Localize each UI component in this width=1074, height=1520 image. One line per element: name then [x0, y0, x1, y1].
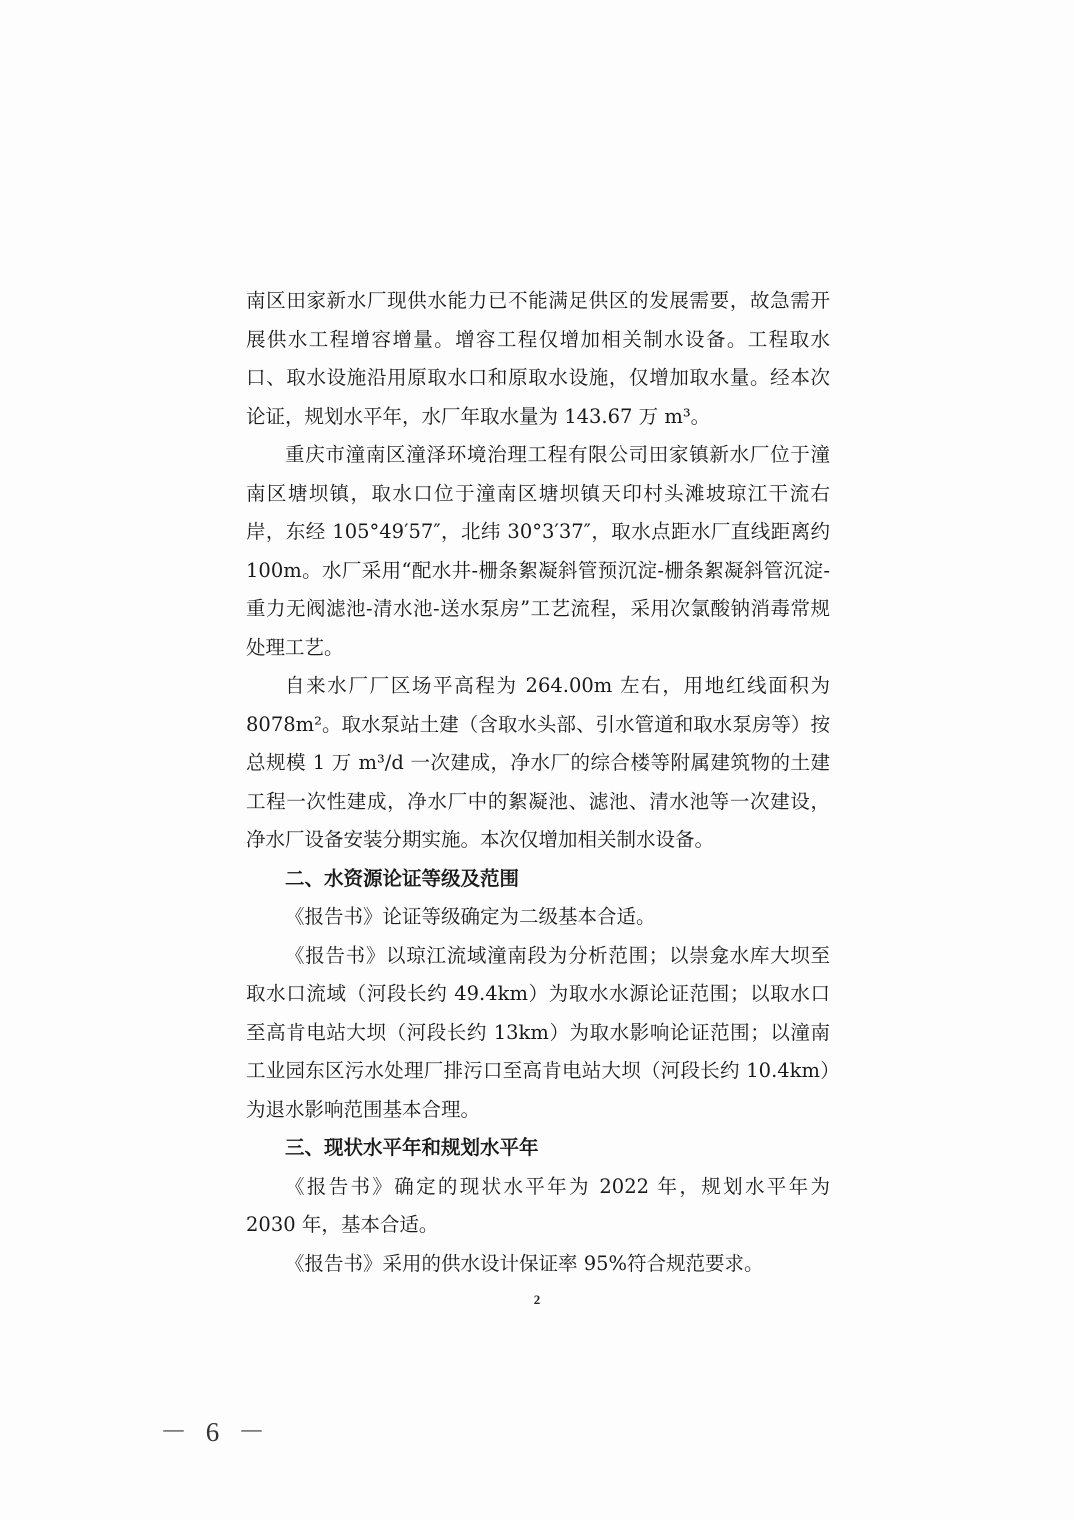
inner-page-number: 2 — [533, 1292, 541, 1307]
section-heading-demonstration-level: 二、水资源论证等级及范围 — [285, 866, 520, 890]
paragraph-plant-construction: 自来水厂厂区场平高程为 264.00m 左右，用地红线面积为 8078m²。取水泵站土建（含取水头部、引水管道和取水泵房等）按总规模 1 万 m³/d 一次建成，净水厂的综合楼等附属建筑物的土建工程一次性建成，净水厂中的絮凝池、滤池、清水池等一次建设，净水厂设备安装分期实施。本次仅增加相关制水设备。 — [246, 674, 830, 851]
paragraph-supply-guarantee-rate: 《报告书》采用的供水设计保证率 95%符合规范要求。 — [285, 1251, 764, 1275]
document-body — [246, 282, 830, 1283]
outer-page-number: － 6 － — [160, 1417, 271, 1447]
paragraph-plant-location: 重庆市潼南区潼泽环境治理工程有限公司田家镇新水厂位于潼南区塘坝镇，取水口位于潼南区塘坝镇天印村头滩坡琼江干流右岸，东经 105°49′57″，北纬 30°3′37″，取水点距水厂直线距离约 100m。水厂采用“配水井-栅条絮凝斜管预沉淀-栅条絮凝斜管沉淀-重力无阀滤池-清水池-送水泵房”工艺流程，采用次氯酸钠消毒常规处理工艺。 — [246, 443, 830, 659]
section-heading-planning-years: 三、现状水平年和规划水平年 — [285, 1136, 539, 1159]
paragraph-demonstration-level: 《报告书》论证等级确定为二级基本合适。 — [285, 905, 656, 928]
paragraph-water-supply-capacity: 南区田家新水厂现供水能力已不能满足供区的发展需要，故急需开展供水工程增容增量。增容工程仅增加相关制水设备。工程取水口、取水设施沿用原取水口和原取水设施，仅增加取水量。经本次论证，规划水平年，水厂年取水量为 143.67 万 m³。 — [246, 289, 830, 428]
paragraph-planning-years: 《报告书》确定的现状水平年为 2022 年，规划水平年为 2030 年，基本合适。 — [246, 1174, 830, 1236]
paragraph-demonstration-scope: 《报告书》以琼江流域潼南段为分析范围；以崇龛水库大坝至取水口流域（河段长约 49.4km）为取水水源论证范围；以取水口至高肯电站大坝（河段长约 13km）为取水影响论证范围；以潼南工业园东区污水处理厂排污口至高肯电站大坝（河段长约 10.4km）为退水影响范围基本合理。 — [246, 943, 830, 1121]
